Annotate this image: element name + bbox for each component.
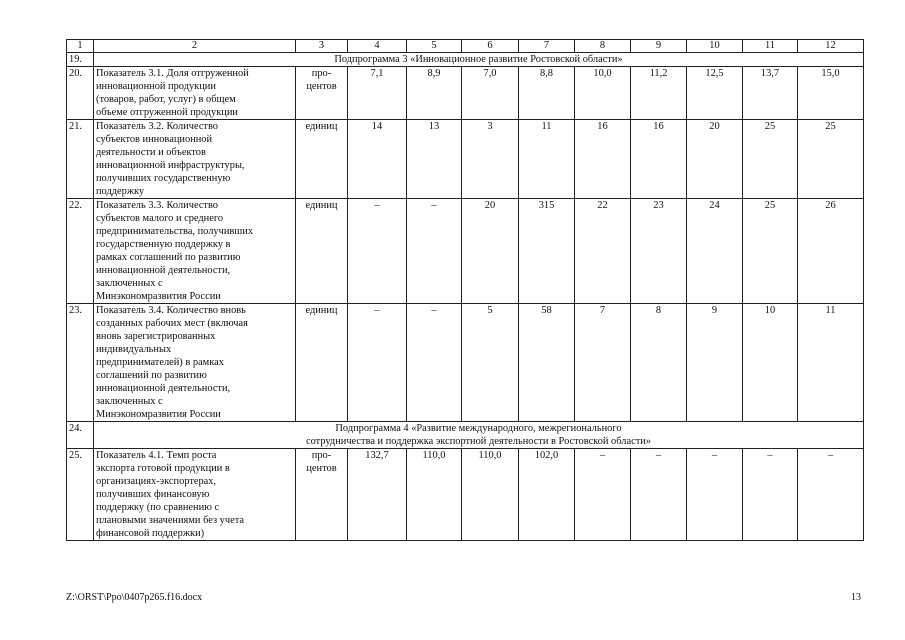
indicator-description-line: субъектов малого и среднего xyxy=(96,213,224,224)
value-cell: 12,5 xyxy=(687,67,743,120)
unit-of-measure xyxy=(296,449,348,541)
indicator-description xyxy=(94,304,296,422)
unit-of-measure xyxy=(296,120,348,199)
indicator-description-line: Показатель 3.4. Количество вновь xyxy=(96,305,246,316)
unit-line: единиц xyxy=(305,200,338,211)
indicator-description-line: инновационной деятельности, xyxy=(96,383,231,394)
value-cell: 14 xyxy=(348,120,407,199)
value-cell: 5 xyxy=(462,304,519,422)
value-cell: 10 xyxy=(743,304,798,422)
column-number-cell: 4 xyxy=(348,40,407,53)
value-cell: 25 xyxy=(743,199,798,304)
value-cell: 13,7 xyxy=(743,67,798,120)
column-number-cell: 9 xyxy=(631,40,687,53)
footer-file-path: Z:\ORST\Ppo\0407p265.f16.docx xyxy=(66,592,203,603)
value-cell: – xyxy=(631,449,687,541)
column-number-cell: 10 xyxy=(687,40,743,53)
value-cell: 9 xyxy=(687,304,743,422)
table-row xyxy=(67,199,864,304)
value-cell: 102,0 xyxy=(519,449,575,541)
value-cell: 8,9 xyxy=(407,67,462,120)
value-cell: 7,0 xyxy=(462,67,519,120)
indicator-description-line: Показатель 3.3. Количество xyxy=(96,200,219,211)
value-cell: 11 xyxy=(519,120,575,199)
indicator-description-line: инновационной продукции xyxy=(96,81,216,92)
value-cell: 24 xyxy=(687,199,743,304)
subprogram-row xyxy=(67,53,864,67)
row-number: 23. xyxy=(67,304,94,422)
table-row xyxy=(67,67,864,120)
unit-of-measure xyxy=(296,304,348,422)
column-number-cell: 6 xyxy=(462,40,519,53)
value-cell: – xyxy=(575,449,631,541)
row-number: 19. xyxy=(67,53,94,67)
column-number-cell: 5 xyxy=(407,40,462,53)
column-number-cell: 12 xyxy=(798,40,864,53)
indicator-description xyxy=(94,449,296,541)
column-number-cell: 7 xyxy=(519,40,575,53)
indicator-description-line: экспорта готовой продукции в xyxy=(96,463,230,474)
value-cell: 10,0 xyxy=(575,67,631,120)
column-number-cell: 11 xyxy=(743,40,798,53)
indicator-description-line: Показатель 3.2. Количество xyxy=(96,121,219,132)
column-number-cell: 1 xyxy=(67,40,94,53)
value-cell: 11 xyxy=(798,304,864,422)
unit-line: центов xyxy=(306,81,337,92)
column-number-cell: 2 xyxy=(94,40,296,53)
value-cell: – xyxy=(798,449,864,541)
unit-line: про- xyxy=(311,450,332,461)
value-cell: – xyxy=(348,199,407,304)
indicator-description-line: индивидуальных xyxy=(96,344,172,355)
indicator-description-line: субъектов инновационной xyxy=(96,134,213,145)
indicator-description-line: инновационной инфраструктуры, xyxy=(96,160,245,171)
value-cell: 22 xyxy=(575,199,631,304)
indicator-description xyxy=(94,199,296,304)
value-cell: – xyxy=(743,449,798,541)
value-cell: 7,1 xyxy=(348,67,407,120)
indicator-description-line: инновационной деятельности, xyxy=(96,265,231,276)
value-cell: – xyxy=(407,304,462,422)
indicator-description xyxy=(94,120,296,199)
indicator-description-line: государственную поддержку в xyxy=(96,239,231,250)
row-number: 22. xyxy=(67,199,94,304)
value-cell: 8,8 xyxy=(519,67,575,120)
row-number: 24. xyxy=(67,422,94,449)
subprogram-title-line: сотрудничества и поддержка экспортной деятельности в Ростовской области» xyxy=(305,436,651,447)
column-number-row xyxy=(67,40,864,53)
indicator-description-line: организациях-экспортерах, xyxy=(96,476,217,487)
indicator-description-line: объеме отгруженной продукции xyxy=(96,107,238,118)
indicator-description-line: рамках соглашений по развитию xyxy=(96,252,241,263)
row-number: 20. xyxy=(67,67,94,120)
indicator-description-line: деятельности и объектов xyxy=(96,147,206,158)
indicator-description-line: Показатель 4.1. Темп роста xyxy=(96,450,217,461)
value-cell: 26 xyxy=(798,199,864,304)
table-body xyxy=(67,40,864,541)
value-cell: 315 xyxy=(519,199,575,304)
unit-of-measure xyxy=(296,67,348,120)
indicator-description-line: Минэкономразвития России xyxy=(96,409,221,420)
indicator-description-line: предпринимателей) в рамках xyxy=(96,357,224,368)
value-cell: 25 xyxy=(798,120,864,199)
indicator-description-line: плановыми значениями без учета xyxy=(96,515,244,526)
value-cell: 25 xyxy=(743,120,798,199)
value-cell: 132,7 xyxy=(348,449,407,541)
value-cell: 15,0 xyxy=(798,67,864,120)
indicator-description-line: получивших финансовую xyxy=(96,489,210,500)
row-number: 21. xyxy=(67,120,94,199)
indicator-description-line: Показатель 3.1. Доля отгруженной xyxy=(96,68,249,79)
value-cell: 23 xyxy=(631,199,687,304)
indicator-description-line: (товаров, работ, услуг) в общем xyxy=(96,94,236,105)
indicators-table xyxy=(66,39,864,541)
indicator-description-line: финансовой поддержки) xyxy=(96,528,205,539)
column-number-cell: 8 xyxy=(575,40,631,53)
unit-line: единиц xyxy=(305,121,338,132)
value-cell: 11,2 xyxy=(631,67,687,120)
value-cell: 58 xyxy=(519,304,575,422)
table-row xyxy=(67,120,864,199)
indicator-description-line: вновь зарегистрированных xyxy=(96,331,216,342)
subprogram-title xyxy=(94,53,864,67)
value-cell: 13 xyxy=(407,120,462,199)
value-cell: – xyxy=(687,449,743,541)
indicator-description-line: поддержку xyxy=(96,186,145,197)
value-cell: 7 xyxy=(575,304,631,422)
value-cell: 20 xyxy=(687,120,743,199)
indicator-description-line: соглашений по развитию xyxy=(96,370,207,381)
value-cell: 110,0 xyxy=(407,449,462,541)
subprogram-title-line: Подпрограмма 4 «Развитие международного, межрегионального xyxy=(335,423,622,434)
indicator-description-line: созданных рабочих мест (включая xyxy=(96,318,248,329)
table-row xyxy=(67,304,864,422)
unit-line: про- xyxy=(311,68,332,79)
value-cell: 20 xyxy=(462,199,519,304)
value-cell: 8 xyxy=(631,304,687,422)
value-cell: 3 xyxy=(462,120,519,199)
column-number-cell: 3 xyxy=(296,40,348,53)
indicator-description xyxy=(94,67,296,120)
unit-line: единиц xyxy=(305,305,338,316)
table-row xyxy=(67,449,864,541)
value-cell: 16 xyxy=(575,120,631,199)
indicator-description-line: Минэкономразвития России xyxy=(96,291,221,302)
unit-line: центов xyxy=(306,463,337,474)
indicator-description-line: поддержку (по сравнению с xyxy=(96,502,220,513)
value-cell: – xyxy=(348,304,407,422)
subprogram-row xyxy=(67,422,864,449)
subprogram-title xyxy=(94,422,864,449)
row-number: 25. xyxy=(67,449,94,541)
indicator-description-line: заключенных с xyxy=(96,278,163,289)
value-cell: 110,0 xyxy=(462,449,519,541)
indicator-description-line: заключенных с xyxy=(96,396,163,407)
value-cell: – xyxy=(407,199,462,304)
value-cell: 16 xyxy=(631,120,687,199)
unit-of-measure xyxy=(296,199,348,304)
footer-page-number: 13 xyxy=(851,592,861,603)
subprogram-title-line: Подпрограмма 3 «Инновационное развитие Ростовской области» xyxy=(334,54,623,65)
indicator-description-line: предпринимательства, получивших xyxy=(96,226,254,237)
indicator-description-line: получивших государственную xyxy=(96,173,231,184)
